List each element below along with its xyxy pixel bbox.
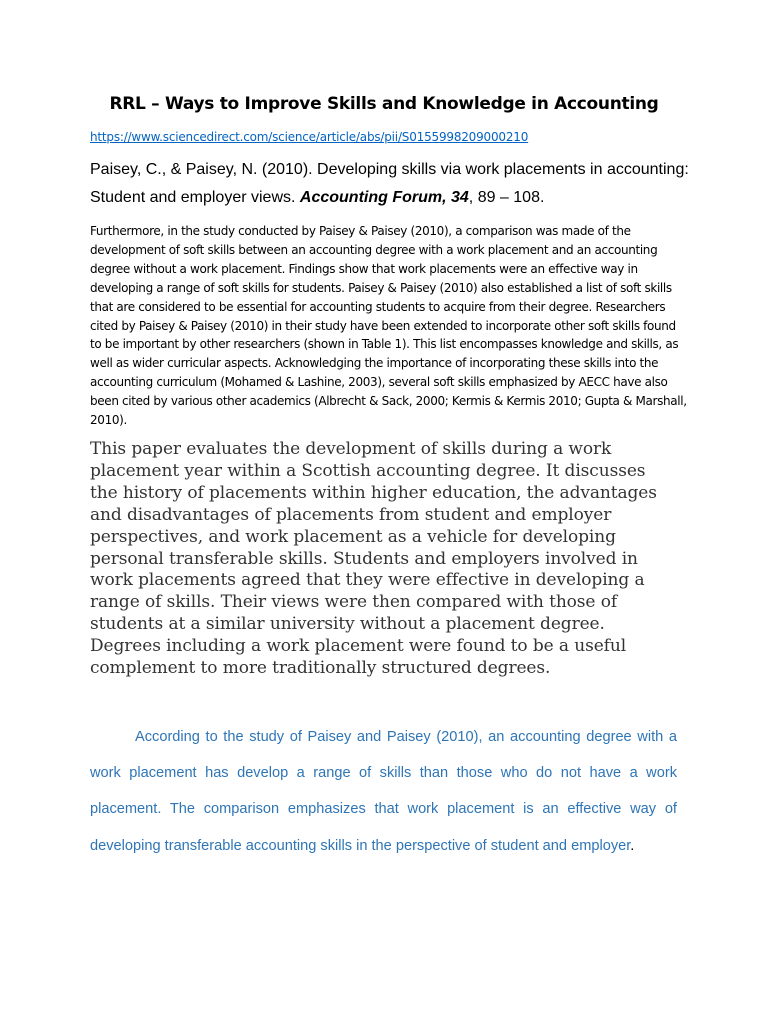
abstract-line: complement to more traditionally structured degrees. [90, 658, 551, 679]
citation-pages: , 89 – 108. [468, 189, 545, 206]
abstract-line: work placements agreed that they were effective in developing a [90, 570, 645, 591]
abstract-line: Degrees including a work placement were found to be a useful [90, 636, 627, 657]
abstract-line: placement year within a Scottish accounting degree. It discusses [90, 460, 646, 481]
abstract-line: range of skills. Their views were then compared with those of [90, 592, 618, 613]
abstract-line: the history of placements within higher education, the advantages [90, 482, 657, 503]
paragraph-summary [90, 719, 677, 864]
abstract-line: This paper evaluates the development of skills during a work [90, 439, 612, 459]
abstract-line: perspectives, and work placement as a vehicle for developing [90, 526, 616, 547]
paragraph-line: that are considered to be essential for accounting students to acquire from their degree. Researchers [90, 299, 666, 314]
paragraph-line: well as wider curricular aspects. Acknowledging the importance of incorporating these skills into the [90, 356, 659, 371]
paragraph-line: degree without a work placement. Findings show that work placements were an effective way in [90, 261, 638, 276]
summary-text: According to the study of Paisey and Paisey (2010), an accounting degree with a work placement has develop a range of skills than those who do not have a work placement. The comparison emphasizes that work placement is an effective way of developing transferable accounting skills in the perspective of student and employer [90, 729, 677, 854]
abstract-line: and disadvantages of placements from student and employer [90, 504, 612, 525]
paragraph-line: accounting curriculum (Mohamed & Lashine, 2003), several soft skills emphasized by AECC have also [90, 375, 668, 390]
citation-text: Paisey, C., & Paisey, N. (2010). Developing skills via work placements in accounting: Student and employer views. [90, 161, 689, 206]
paragraph-abstract [90, 439, 710, 680]
paragraph-line: been cited by various other academics (Albrecht & Sack, 2000; Kermis & Kermis 2010; Gupta & Marshall, [90, 394, 687, 409]
paragraph-line: Furthermore, in the study conducted by Paisey & Paisey (2010), a comparison was made of the [90, 224, 631, 238]
paragraph-line: to be important by other researchers (shown in Table 1). This list encompasses knowledge and skills, as [90, 337, 679, 352]
paragraph-soft-skills [90, 222, 690, 430]
paragraph-line: developing a range of soft skills for students. Paisey & Paisey (2010) also established a list of soft skills [90, 280, 672, 295]
abstract-line: students at a similar university without a placement degree. [90, 614, 605, 635]
paragraph-line: 2010). [90, 413, 127, 428]
document-title: RRL – Ways to Improve Skills and Knowledge in Accounting [109, 94, 659, 114]
paragraph-line: development of soft skills between an accounting degree with a work placement and an accounting [90, 242, 658, 257]
abstract-line: personal transferable skills. Students and employers involved in [90, 548, 638, 569]
summary-period: . [630, 837, 635, 854]
source-link[interactable]: https://www.sciencedirect.com/science/article/abs/pii/S0155998209000210 [90, 130, 529, 144]
citation-journal: Accounting Forum, 34 [299, 189, 469, 206]
citation [90, 156, 690, 212]
paragraph-line: cited by Paisey & Paisey (2010) in their study have been extended to incorporate other soft skills found [90, 318, 676, 333]
